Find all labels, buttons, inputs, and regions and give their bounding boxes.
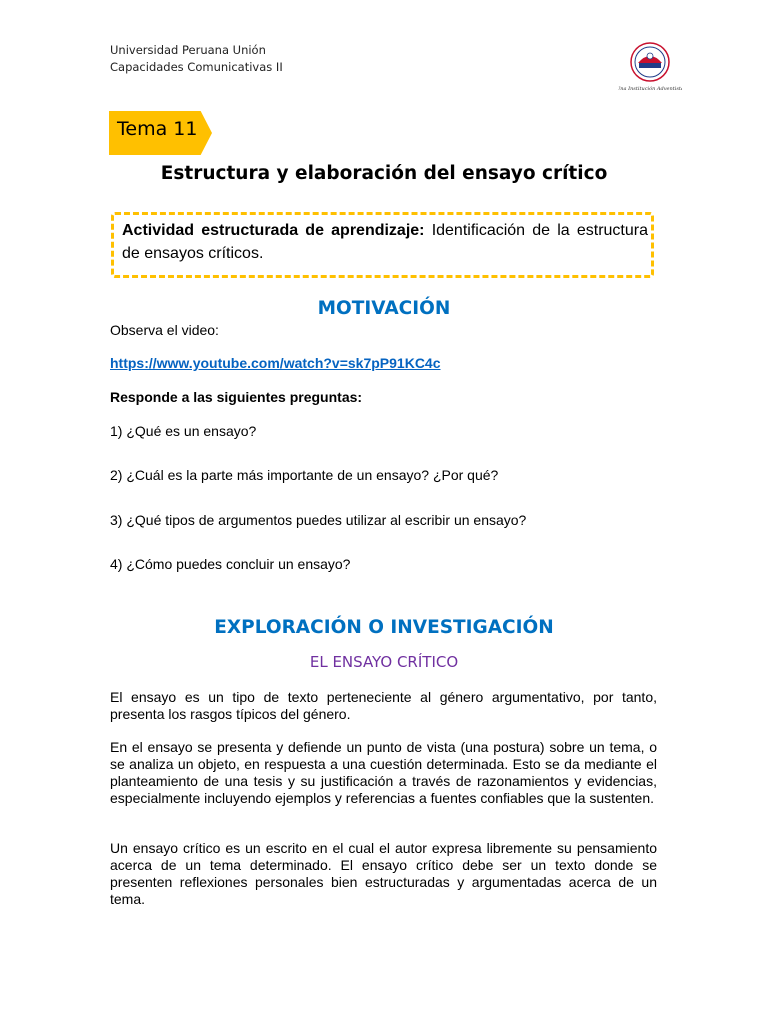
motivacion-heading: MOTIVACIÓN bbox=[317, 298, 451, 319]
paragraph: En el ensayo se presenta y defiende un punto de vista (una postura) sobre un tema, o se analiza un objeto, en respuesta a una cuestión determinada. Esto se da mediante el planteamiento de una tesis y su justificación a través de razonamientos y evidencias, especialmente incluyendo ejemplos y referencias a fuentes confiables que la sustenten. bbox=[110, 739, 657, 806]
video-link[interactable]: https://www.youtube.com/watch?v=sk7pP91KC4c bbox=[110, 355, 441, 371]
activity-text bbox=[122, 219, 648, 265]
question-item: 2) ¿Cuál es la parte más importante de un ensayo? ¿Por qué? bbox=[110, 467, 499, 483]
activity-label: Actividad estructurada de aprendizaje: bbox=[122, 222, 425, 239]
questions-heading: Responde a las siguientes preguntas: bbox=[110, 389, 363, 405]
university-seal-logo bbox=[618, 41, 682, 93]
question-item: 3) ¿Qué tipos de argumentos puedes utilizar al escribir un ensayo? bbox=[110, 512, 527, 528]
tema-label: Tema 11 bbox=[117, 118, 198, 140]
ensayo-critico-subheading: EL ENSAYO CRÍTICO bbox=[309, 653, 459, 671]
question-item: 1) ¿Qué es un ensayo? bbox=[110, 423, 257, 439]
university-name: Universidad Peruana Unión bbox=[110, 43, 266, 57]
activity-description: Identificación de la estructura de ensayos críticos. bbox=[122, 222, 649, 262]
paragraph: El ensayo es un tipo de texto perteneciente al género argumentativo, por tanto, presenta los rasgos típicos del género. bbox=[110, 689, 657, 722]
video-intro: Observa el video: bbox=[110, 322, 219, 338]
page-title: Estructura y elaboración del ensayo crítico bbox=[160, 163, 608, 184]
svg-text:Una Institución Adventista: Una Institución Adventista bbox=[618, 86, 682, 92]
question-item: 4) ¿Cómo puedes concluir un ensayo? bbox=[110, 556, 351, 572]
paragraph: Un ensayo crítico es un escrito en el cual el autor expresa libremente su pensamiento acerca de un tema determinado. El ensayo crítico debe ser un texto donde se presenten reflexiones personales bien estructuradas y argumentadas acerca de un tema. bbox=[110, 840, 657, 907]
course-name: Capacidades Comunicativas II bbox=[110, 60, 283, 74]
exploracion-heading: EXPLORACIÓN O INVESTIGACIÓN bbox=[214, 617, 554, 638]
